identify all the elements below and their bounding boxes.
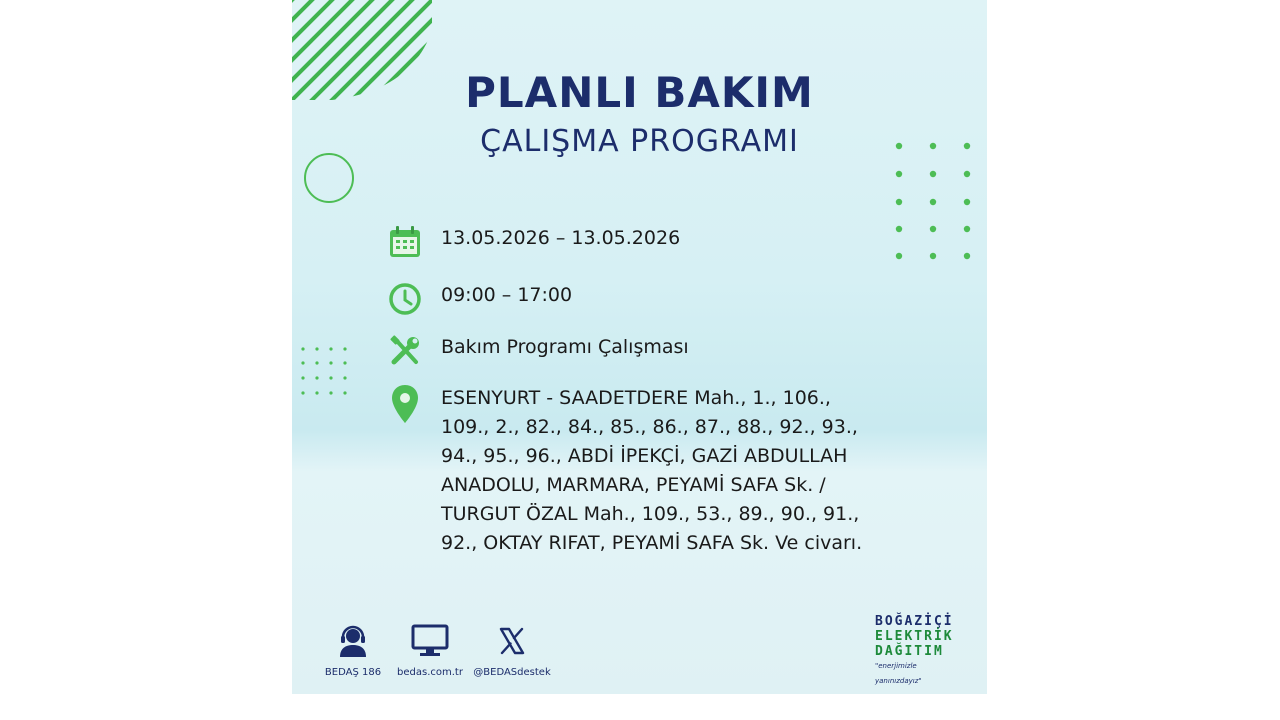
- address-row: [387, 384, 891, 558]
- brand-tagline: "enerjimizle yanınızdayız": [875, 662, 922, 685]
- footer-social[interactable]: [472, 624, 552, 678]
- brand-logo: [875, 614, 965, 689]
- x-logo-icon: [495, 624, 529, 658]
- time-range-text: 09:00 – 17:00: [441, 284, 573, 306]
- page-subtitle: ÇALIŞMA PROGRAMI: [480, 124, 799, 159]
- calendar-icon: [387, 224, 423, 260]
- brand-line-3: DAĞITIM: [875, 644, 944, 659]
- brand-line-1: BOĞAZİÇİ: [875, 614, 954, 629]
- work-type-text: Bakım Programı Çalışması: [441, 336, 689, 358]
- footer-phone[interactable]: [322, 624, 384, 678]
- headset-icon: [336, 624, 370, 658]
- address-line: ANADOLU, MARMARA, PEYAMİ SAFA Sk. /: [441, 474, 826, 496]
- date-range-text: 13.05.2026 – 13.05.2026: [441, 227, 681, 249]
- date-row: [387, 224, 680, 260]
- phone-label: BEDAŞ 186: [324, 667, 382, 678]
- work-type-row: [387, 333, 689, 369]
- address-line: TURGUT ÖZAL Mah., 109., 53., 89., 90., 91.,: [441, 503, 860, 525]
- monitor-icon: [411, 624, 449, 658]
- social-label: @BEDASdestek: [473, 667, 551, 678]
- address-block: [441, 384, 891, 558]
- decorative-dot-grid-left: [300, 345, 355, 400]
- address-line: ESENYURT - SAADETDERE Mah., 1., 106.,: [441, 387, 831, 409]
- clock-icon: [387, 281, 423, 317]
- address-line: 92., OKTAY RIFAT, PEYAMİ SAFA Sk. Ve civarı.: [441, 532, 863, 554]
- page-title: PLANLI BAKIM: [465, 68, 814, 117]
- address-line: 94., 95., 96., ABDİ İPEKÇİ, GAZİ ABDULLAH: [441, 445, 848, 467]
- website-label: bedas.com.tr: [397, 667, 463, 678]
- brand-line-2: ELEKTRİK: [875, 629, 954, 644]
- footer-website[interactable]: [392, 624, 468, 678]
- location-pin-icon: [387, 384, 423, 424]
- announcement-card: [292, 0, 987, 694]
- time-row: [387, 281, 572, 317]
- address-line: 109., 2., 82., 84., 85., 86., 87., 88., 92., 93.,: [441, 416, 858, 438]
- decorative-ring: [304, 153, 354, 203]
- tools-icon: [387, 333, 423, 369]
